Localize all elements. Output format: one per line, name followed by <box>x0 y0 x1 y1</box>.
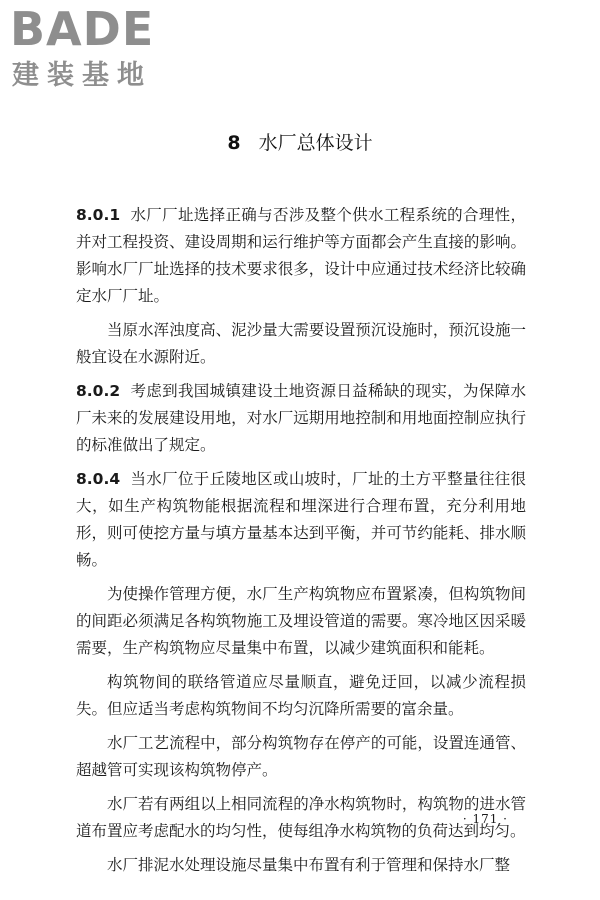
paragraph-text: 水厂若有两组以上相同流程的净水构筑物时，构筑物的进水管道布置应考虑配水的均匀性，使每组净水构筑物的负荷达到均匀。 <box>76 795 526 840</box>
paragraph <box>76 202 526 310</box>
chapter-number: 8 <box>227 132 241 154</box>
paragraph-text: 水厂工艺流程中，部分构筑物存在停产的可能，设置连通管、超越管可实现该构筑物停产。 <box>76 734 526 779</box>
clause-number: 8.0.2 <box>76 382 121 400</box>
paragraph <box>76 669 526 723</box>
logo-wordmark: BADE <box>10 2 155 56</box>
paragraph-text: 构筑物间的联络管道应尽量顺直，避免迂回，以减少流程损失。但应适当考虑构筑物间不均匀沉降所需要的富余量。 <box>76 673 526 718</box>
body-text <box>76 202 526 886</box>
chapter-title-text: 水厂总体设计 <box>258 132 373 154</box>
paragraph-text: 考虑到我国城镇建设土地资源日益稀缺的现实，为保障水厂未来的发展建设用地，对水厂远期用地控制和用地面控制应执行的标准做出了规定。 <box>76 382 526 454</box>
chapter-title <box>0 128 600 155</box>
paragraph <box>76 730 526 784</box>
paragraph <box>76 317 526 371</box>
paragraph-text: 水厂排泥水处理设施尽量集中布置有利于管理和保持水厂整 <box>107 856 511 874</box>
paragraph <box>76 852 526 879</box>
watermark-logo <box>10 2 180 96</box>
paragraph <box>76 791 526 845</box>
clause-number: 8.0.4 <box>76 470 121 488</box>
paragraph-text: 水厂厂址选择正确与否涉及整个供水工程系统的合理性，并对工程投资、建设周期和运行维护等方面都会产生直接的影响。影响水厂厂址选择的技术要求很多，设计中应通过技术经济比较确定水厂厂址。 <box>76 206 526 305</box>
paragraph-text: 当水厂位于丘陵地区或山坡时，厂址的土方平整量往往很大，如生产构筑物能根据流程和埋深进行合理布置，充分利用地形，则可使挖方量与填方量基本达到平衡，并可节约能耗、排水顺畅。 <box>76 470 526 569</box>
paragraph <box>76 581 526 662</box>
logo-subtitle: 建装基地 <box>12 60 152 91</box>
page-number: · 171 · <box>462 812 508 826</box>
paragraph <box>76 466 526 574</box>
clause-number: 8.0.1 <box>76 206 121 224</box>
paragraph-text: 为使操作管理方便，水厂生产构筑物应布置紧凑，但构筑物间的间距必须满足各构筑物施工及埋设管道的需要。寒冷地区因采暖需要，生产构筑物应尽量集中布置，以减少建筑面积和能耗。 <box>76 585 526 657</box>
paragraph <box>76 378 526 459</box>
paragraph-text: 当原水浑浊度高、泥沙量大需要设置预沉设施时，预沉设施一般宜设在水源附近。 <box>76 321 526 366</box>
